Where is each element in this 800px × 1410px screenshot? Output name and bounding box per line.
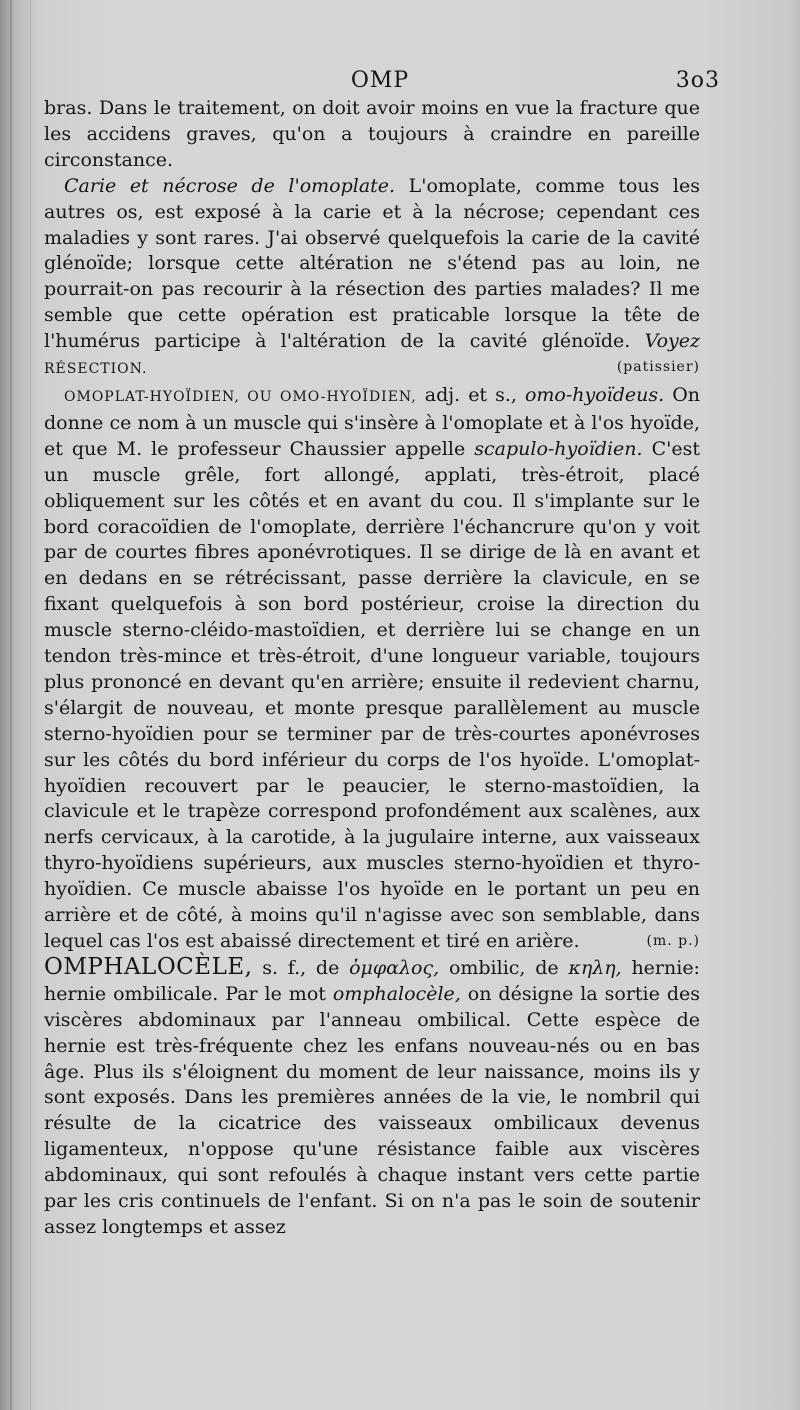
entry-omoplat-hyoidien	[44, 383, 700, 955]
entry-headword: OMPHALOCÈLE,	[44, 953, 253, 980]
section-title: Carie et nécrose de l'omoplate.	[64, 174, 396, 197]
paragraph-carie	[44, 174, 700, 383]
term: omphalocèle,	[332, 982, 461, 1005]
paragraph-text: hernie: hernie ombilicale. Par le mot	[44, 956, 700, 1005]
paragraph-text: on désigne la sortie des viscères abdominaux par l'anneau ombilical. Cette espèce de hernie est très-fréquente chez les enfans nouveau-nés ou en bas âge. Plus ils s'éloignent du moment de leur naissance, moins ils y sont exposés. Dans les premières années de la vie, le nombril qui résulte de la cicatrice des vaisseaux ombilicaux devenus ligamenteux, n'oppose qu'une résistance faible aux viscères abdominaux, qui sont refoulés à chaque instant vers cette partie par les cris continuels de l'enfant. Si on n'a pas le soin de soutenir assez longtemps et assez	[44, 982, 700, 1238]
synonym: scapulo-hyoïdien.	[474, 437, 643, 460]
grammar: s. f., de	[262, 956, 340, 979]
paragraph-text: bras. Dans le traitement, on doit avoir moins en vue la fracture que les accidens graves, qu'on a toujours à craindre en pareille circonstance.	[44, 97, 700, 171]
running-title: OMP	[350, 68, 410, 93]
greek-word: κηλη,	[568, 956, 622, 979]
paragraph-text: On donne ce nom à un muscle qui s'insère à l'omoplate et à l'os hyoïde, et que M. le professeur Chaussier appelle	[44, 383, 701, 460]
author-tag: (patissier)	[616, 359, 700, 376]
paragraph-text: C'est un muscle grêle, fort allongé, applati, très-étroit, placé obliquement sur les côtés et en avant du cou. Il s'implante sur le bord coracoïdien de l'omoplate, derrière l'échancrure qu'on y voit par de courtes fibres aponévrotiques. Il se dirige de là en avant et en dedans en se rétrécissant, passe derrière la clavicule, en se fixant quelquefois à son bord postérieur, croise la direction du muscle sterno-cléido-mastoïdien, et derrière lui se change en un tendon très-mince et très-étroit, d'une longueur variable, toujours plus prononcé en devant qu'en arrière; ensuite il redevient charnu, s'élargit de nouveau, et monte presque parallèlement au muscle sterno-hyoïdien pour se terminer par de très-courtes aponévroses sur les côtés du bord inférieur du corps de l'os hyoïde. L'omoplat-hyoïdien recouvert par le peaucier, le sterno-mastoïdien, la clavicule et le trapèze correspond profondément aux scalènes, aux nerfs cervicaux, à la carotide, à la jugulaire interne, aux vaisseaux thyro-hyoïdiens supérieurs, aux muscles sterno-hyoïdien et thyro-hyoïdien. Ce muscle abaisse l'os hyoïde en le portant un peu en arrière et de côté, à moins qu'il n'agisse avec son semblable, dans lequel cas l'os est abaissé directement et tiré en arière.	[44, 437, 701, 952]
entry-headword: OMOPLAT-HYOÏDIEN, OU OMO-HYOÏDIEN,	[64, 388, 417, 405]
cross-ref: RÉSECTION.	[44, 361, 148, 378]
body-text	[44, 96, 700, 1241]
author-tag: (m. p.)	[646, 933, 700, 949]
paragraph-text: L'omoplate, comme tous les autres os, est exposé à la carie et à la nécrose; cependant ces maladies y sont rares. J'ai observé quelquefois la carie de la cavité glénoïde; lorsque cette altération ne s'étend pas au loin, ne pourrait-on pas recourir à la résection des parties malades? Il me semble que cette opération est praticable lorsque la tête de l'humérus participe à l'altération de la cavité glénoïde.	[44, 174, 700, 353]
binding-edge	[30, 0, 31, 1410]
binding-shadow	[10, 0, 12, 1410]
paragraph-text: ombilic, de	[448, 956, 559, 979]
entry-omphalocele	[44, 955, 700, 1241]
latin-name: omo-hyoïdeus.	[524, 383, 665, 406]
cross-ref-label: Voyez	[644, 330, 700, 353]
greek-word: ὀμφαλος,	[349, 956, 440, 979]
paragraph-fracture-end	[44, 96, 700, 174]
grammar: adj. et s.,	[424, 383, 517, 406]
page-number: 3o3	[675, 68, 720, 93]
running-head	[40, 68, 720, 98]
